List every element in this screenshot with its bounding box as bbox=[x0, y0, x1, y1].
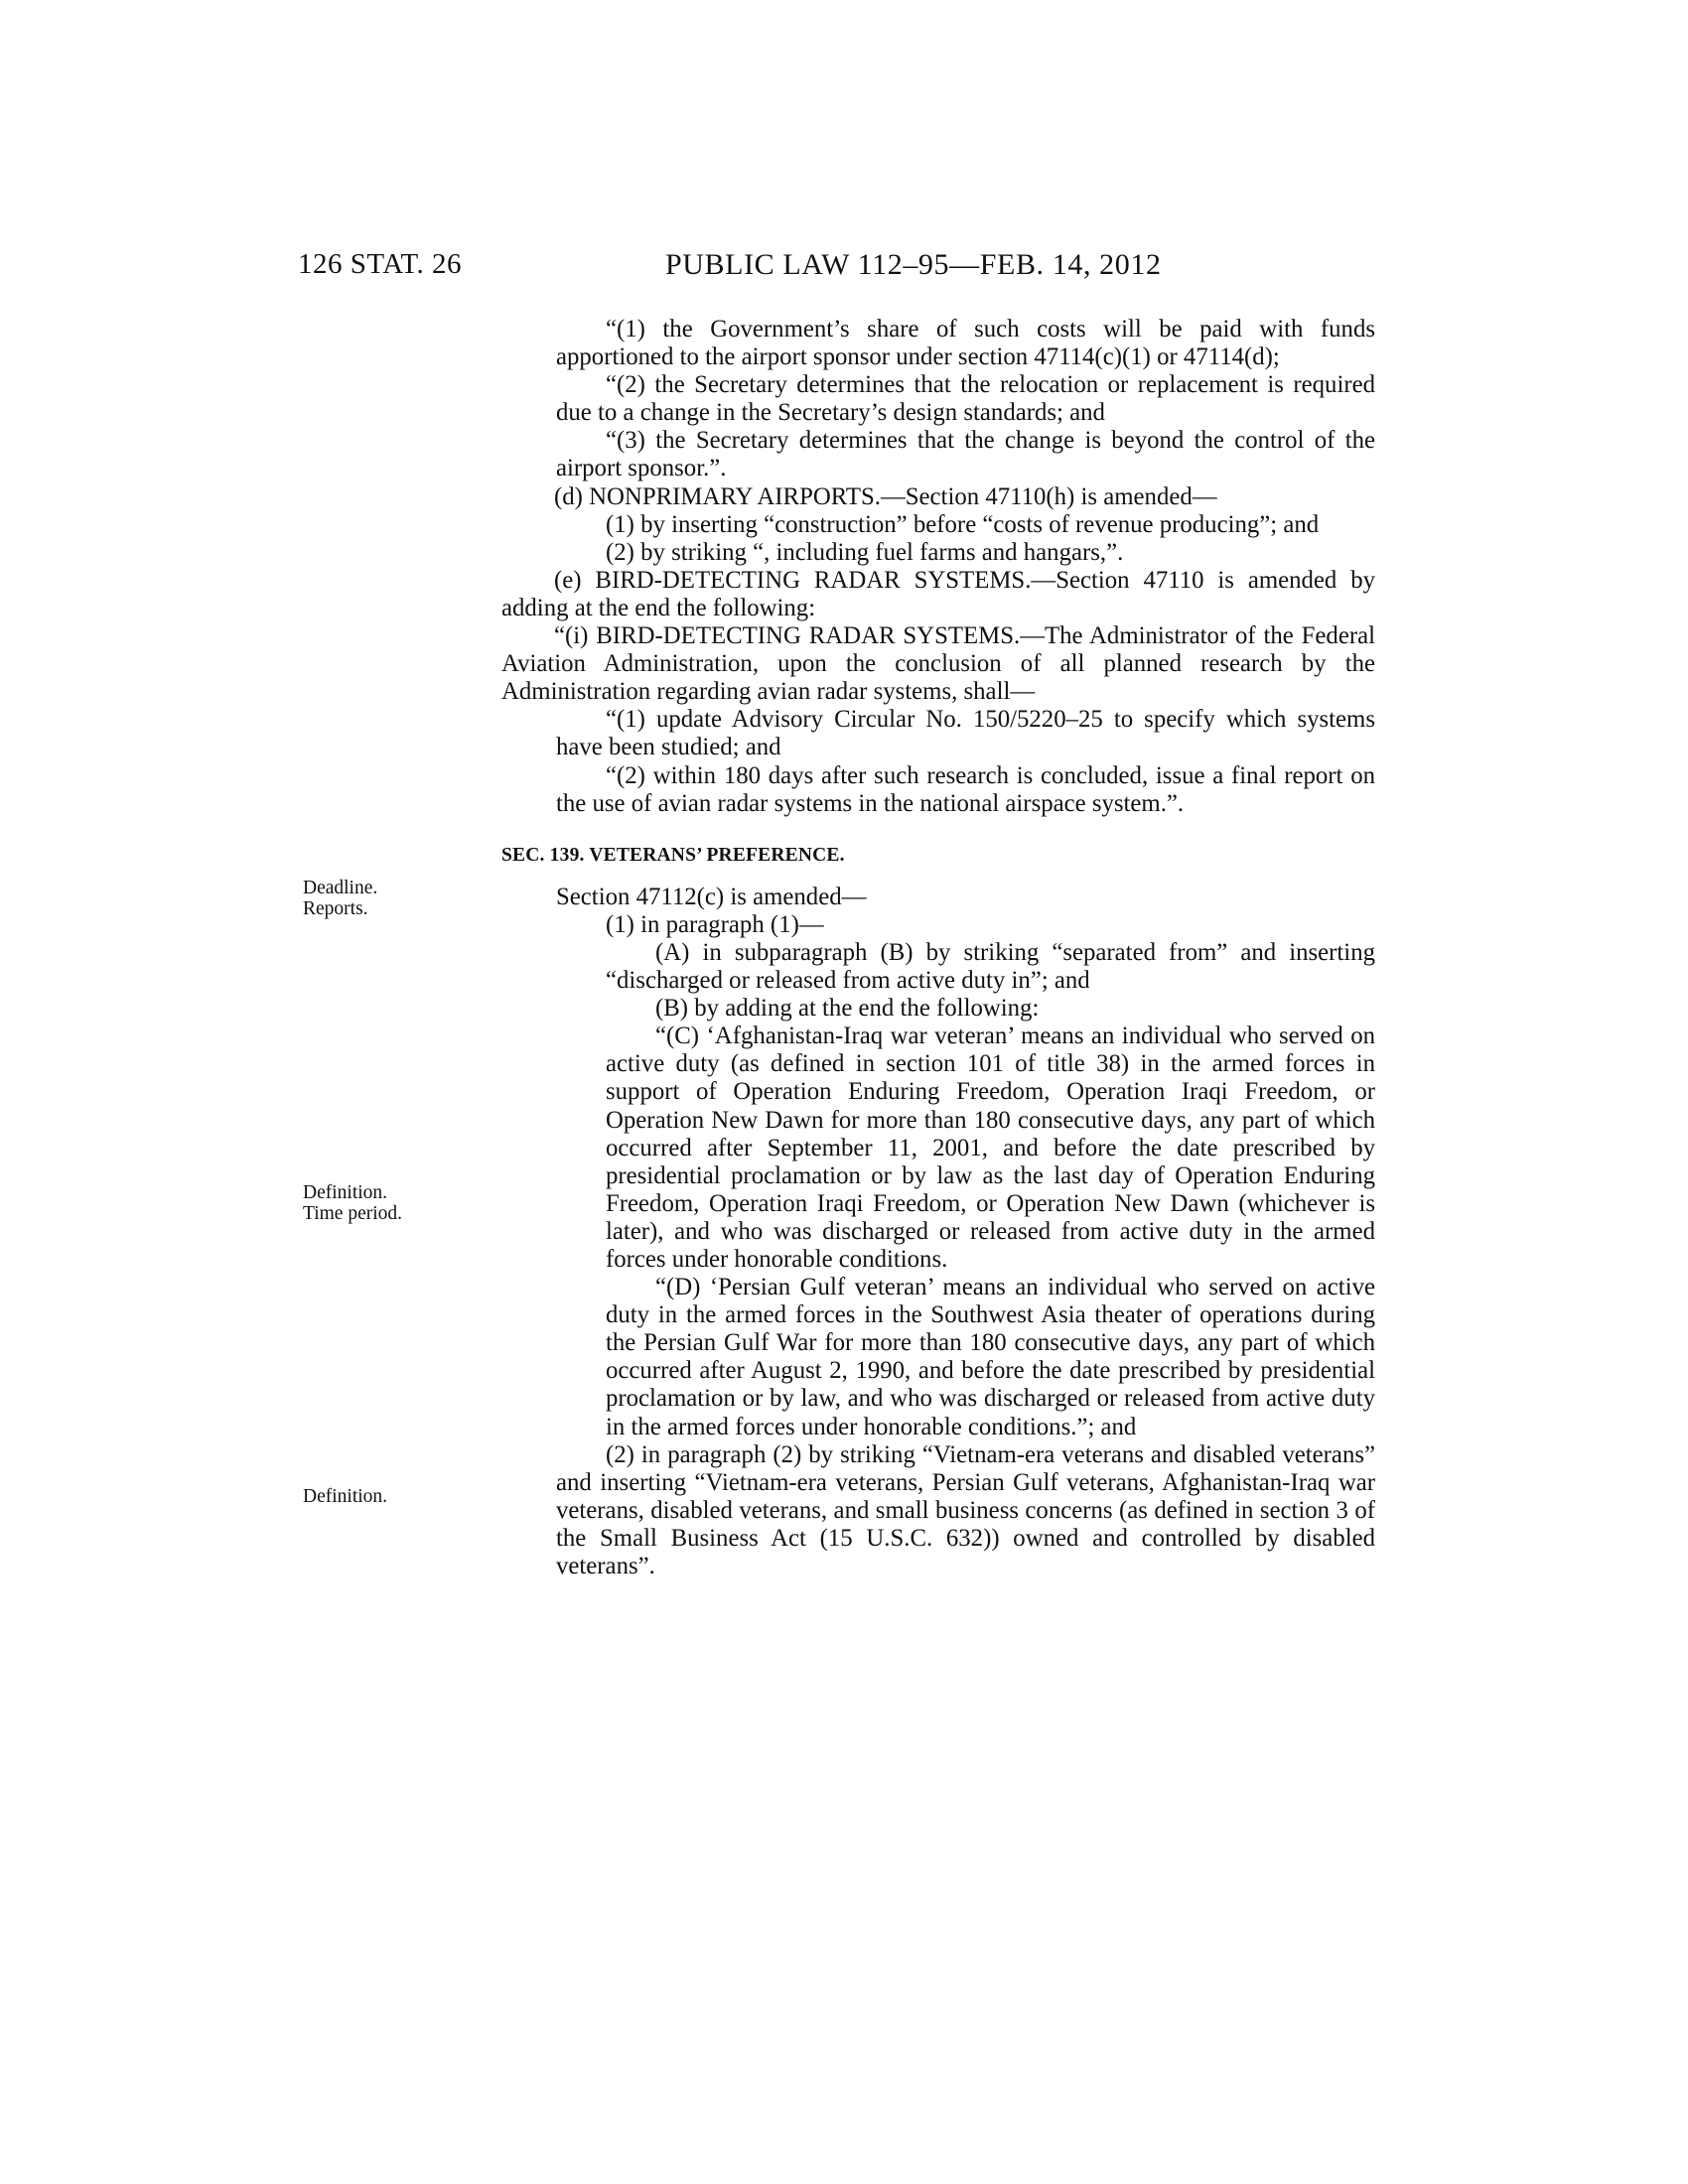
definition-c: “(C) ‘Afghanistan-Iraq war veteran’ means an individual who served on active duty (as defined in section 101 of title 38) in the armed forces in support of Operation Enduring Freedom, Operation Iraqi Freedom, or Operation New Dawn for more than 180 consecutive days, any part of which occurred after September 11, 2001, and before the date prescribed by presidential proclamation or by law as the last day of Operation Enduring Freedom, Operation Iraqi Freedom, or Operation New Dawn (whichever is later), and who was discharged or released from active duty in the armed forces under honorable conditions. bbox=[606, 1023, 1375, 1273]
margin-note bbox=[303, 1486, 442, 1507]
paragraph: (1) by inserting “construction” before “costs of revenue producing”; and bbox=[606, 510, 1320, 538]
subsection-e: (e) BIRD-DETECTING RADAR SYSTEMS.—Section 47110 is amended by adding at the end the following: bbox=[501, 566, 1375, 621]
paragraph: (A) in subparagraph (B) by striking “separated from” and inserting “discharged or released from active duty in”; and bbox=[606, 938, 1375, 995]
stat-page-number: 126 STAT. 26 bbox=[298, 248, 463, 280]
paragraph: (1) in paragraph (1)— bbox=[606, 910, 824, 938]
paragraph: “(3) the Secretary determines that the change is beyond the control of the airport sponsor.”. bbox=[556, 427, 1375, 482]
definition-d: “(D) ‘Persian Gulf veteran’ means an individual who served on active duty in the armed forces in the Southwest Asia theater of operations during the Persian Gulf War for more than 180 consecutive days, any part of which occurred after August 2, 1990, and before the date prescribed by presidential proclamation or by law, and who was discharged or released from active duty in the armed forces under honorable conditions.”; and bbox=[606, 1274, 1375, 1440]
margin-note bbox=[303, 1182, 442, 1224]
margin-note-line: Reports. bbox=[303, 898, 368, 919]
margin-note-line: Definition. bbox=[303, 1486, 388, 1507]
margin-note-line: Definition. bbox=[303, 1182, 388, 1203]
paragraph: “(2) within 180 days after such research is concluded, issue a final report on the use of avian radar systems in the national airspace system.”. bbox=[556, 761, 1375, 817]
paragraph: “(2) the Secretary determines that the relocation or replacement is required due to a change in the Secretary’s design standards; and bbox=[556, 371, 1375, 427]
paragraph: “(1) the Government’s share of such costs will be paid with funds apportioned to the airport sponsor under section 47114(c)(1) or 47114(d); bbox=[556, 316, 1375, 371]
subsection-d: (d) NONPRIMARY AIRPORTS.—Section 47110(h) is amended— bbox=[554, 482, 1217, 510]
document-body bbox=[501, 316, 1375, 1580]
public-law-title: PUBLIC LAW 112–95—FEB. 14, 2012 bbox=[665, 248, 1162, 281]
page-header bbox=[298, 248, 1370, 288]
paragraph: (B) by adding at the end the following: bbox=[655, 995, 1040, 1023]
paragraph: “(1) update Advisory Circular No. 150/5220–25 to specify which systems have been studied; and bbox=[556, 706, 1375, 761]
subsection-i: “(i) BIRD-DETECTING RADAR SYSTEMS.—The Administrator of the Federal Aviation Administration, upon the conclusion of all planned research by the Administration regarding avian radar systems, shall— bbox=[501, 622, 1375, 706]
margin-note bbox=[303, 878, 442, 919]
paragraph: Section 47112(c) is amended— bbox=[556, 883, 867, 910]
margin-note-line: Time period. bbox=[303, 1203, 403, 1224]
section-heading: SEC. 139. VETERANS’ PREFERENCE. bbox=[501, 844, 845, 866]
margin-note-line: Deadline. bbox=[303, 878, 378, 898]
paragraph: (2) by striking “, including fuel farms and hangars,”. bbox=[606, 538, 1124, 566]
paragraph: (2) in paragraph (2) by striking “Vietnam-era veterans and disabled veterans” and inserting “Vietnam-era veterans, Persian Gulf veterans, Afghanistan-Iraq war veterans, disabled veterans, and small business concerns (as defined in section 3 of the Small Business Act (15 U.S.C. 632)) owned and controlled by disabled veterans”. bbox=[556, 1440, 1375, 1580]
